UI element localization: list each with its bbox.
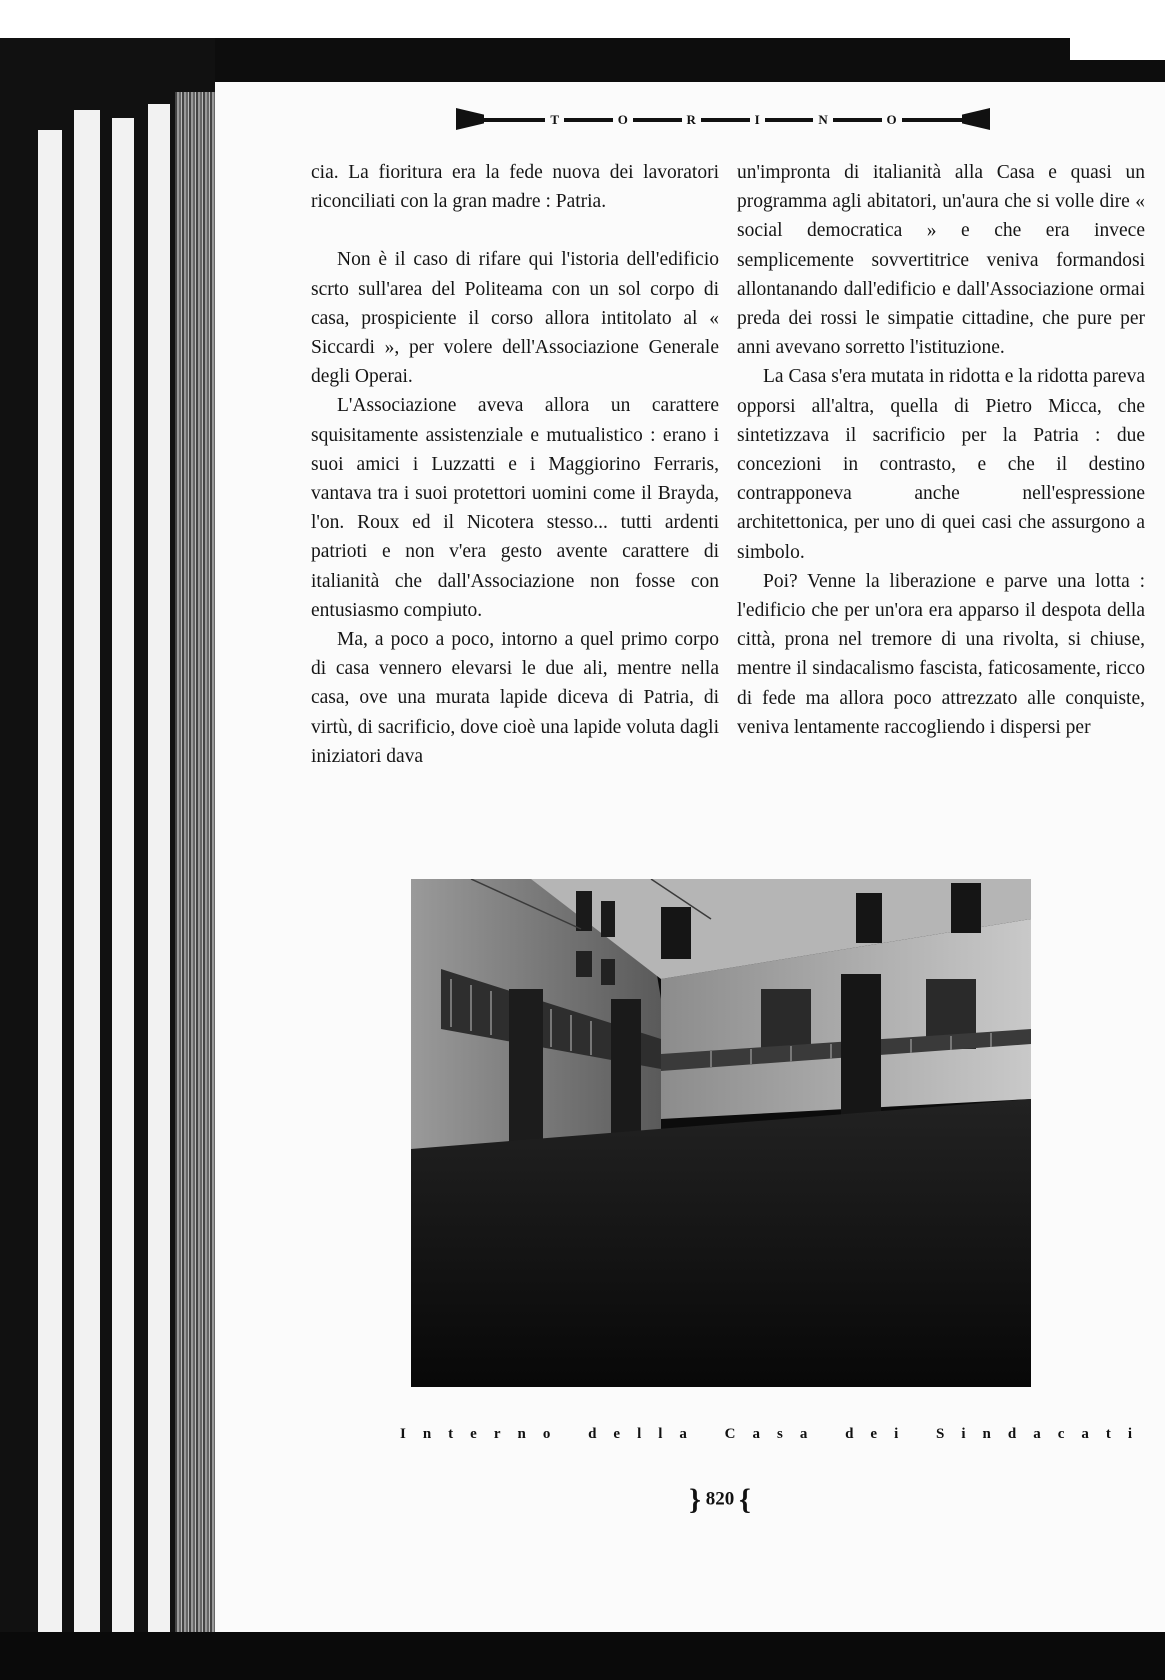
- paragraph: L'Associazione aveva allora un carattere squisitamente assistenziale e mutualistico : erano i suoi amici i Luzzatti e i Maggiorino Ferraris, vantava tra i suoi protettori uomini come il Brayda, l'on. Roux ed il Nicotera stesso... tutti ardenti patrioti e non v'era gesto avente carattere di italianità che dall'Associazione non fosse con entusiasmo compiuto.: [311, 395, 719, 621]
- scan-border-bottom: [0, 1632, 1165, 1680]
- running-title-letter: O: [882, 112, 902, 128]
- text-column-right: [737, 158, 1145, 742]
- binding-shadow: [175, 92, 215, 1632]
- running-title-letter: R: [682, 112, 701, 128]
- running-title: [461, 112, 986, 128]
- folio-ornament-right-icon: {: [739, 1483, 751, 1516]
- scan-border-notch: [1070, 30, 1165, 60]
- paragraph: Ma, a poco a poco, intorno a quel primo corpo di casa vennero elevarsi le due ali, mentre nella casa, ove una murata lapide diceva di Patria, di virtù, di sacrificio, dove cioè una lapide voluta dagli iniziatori dava: [311, 629, 719, 767]
- running-title-letter: I: [750, 112, 765, 128]
- page-edge-strip: [148, 104, 170, 1644]
- running-title-letter: T: [545, 112, 564, 128]
- running-title-letter: N: [813, 112, 832, 128]
- paragraph: Non è il caso di rifare qui l'istoria dell'edificio scrto sull'area del Politeama con un sol corpo di casa, prospiciente il corso allora intitolato al « Siccardi », per volere dell'Associazione Generale degli Operai.: [311, 249, 719, 388]
- courtyard-photograph-art: [411, 879, 1031, 1387]
- running-title-letter: O: [613, 112, 633, 128]
- folio-ornament-left-icon: }: [689, 1483, 701, 1516]
- page-edge-strip: [38, 130, 62, 1670]
- text-column-left: [311, 158, 719, 771]
- paragraph: cia. La fioritura era la fede nuova dei lavoratori riconciliati con la gran madre : Patria.: [311, 162, 719, 213]
- paragraph: un'impronta di italianità alla Casa e quasi un programma agli abitatori, un'aura che si volle dire « social democratica » e che era invece semplicemente sovvertitrice veniva formandosi allontanando dall'edificio e dall'Associazione ormai preda dei rossi le simpatie cittadine, che pure per anni avevano sorretto l'istituzione.: [737, 162, 1145, 359]
- figure-caption: Interno della Casa dei Sindacati: [400, 1426, 1150, 1442]
- paragraph: La Casa s'era mutata in ridotta e la ridotta pareva opporsi all'altra, quella di Pietro Micca, che sintetizzava il sacrificio per la Patria : due concezioni in contrasto, e che il destino contrapponeva anche nell'espressione architettonica, per uno di quei casi che assurgono a simbolo.: [737, 366, 1145, 563]
- running-header: [461, 112, 986, 128]
- page-number: [660, 1483, 780, 1517]
- courtyard-photograph: [411, 879, 1031, 1387]
- page-edge-strip: [112, 118, 134, 1658]
- paragraph: Poi? Venne la liberazione e parve una lotta : l'edificio che per un'ora era apparso il despota della città, prona nel tremore di una rivolta, si chiuse, mentre il sindacalismo fascista, faticosamente, ricco di fede ma allora poco attrezzato alle conquiste, veniva lentamente raccogliendo i dispersi per: [737, 570, 1145, 738]
- page-number-value: 820: [705, 1488, 735, 1510]
- page-edge-strip: [74, 110, 100, 1650]
